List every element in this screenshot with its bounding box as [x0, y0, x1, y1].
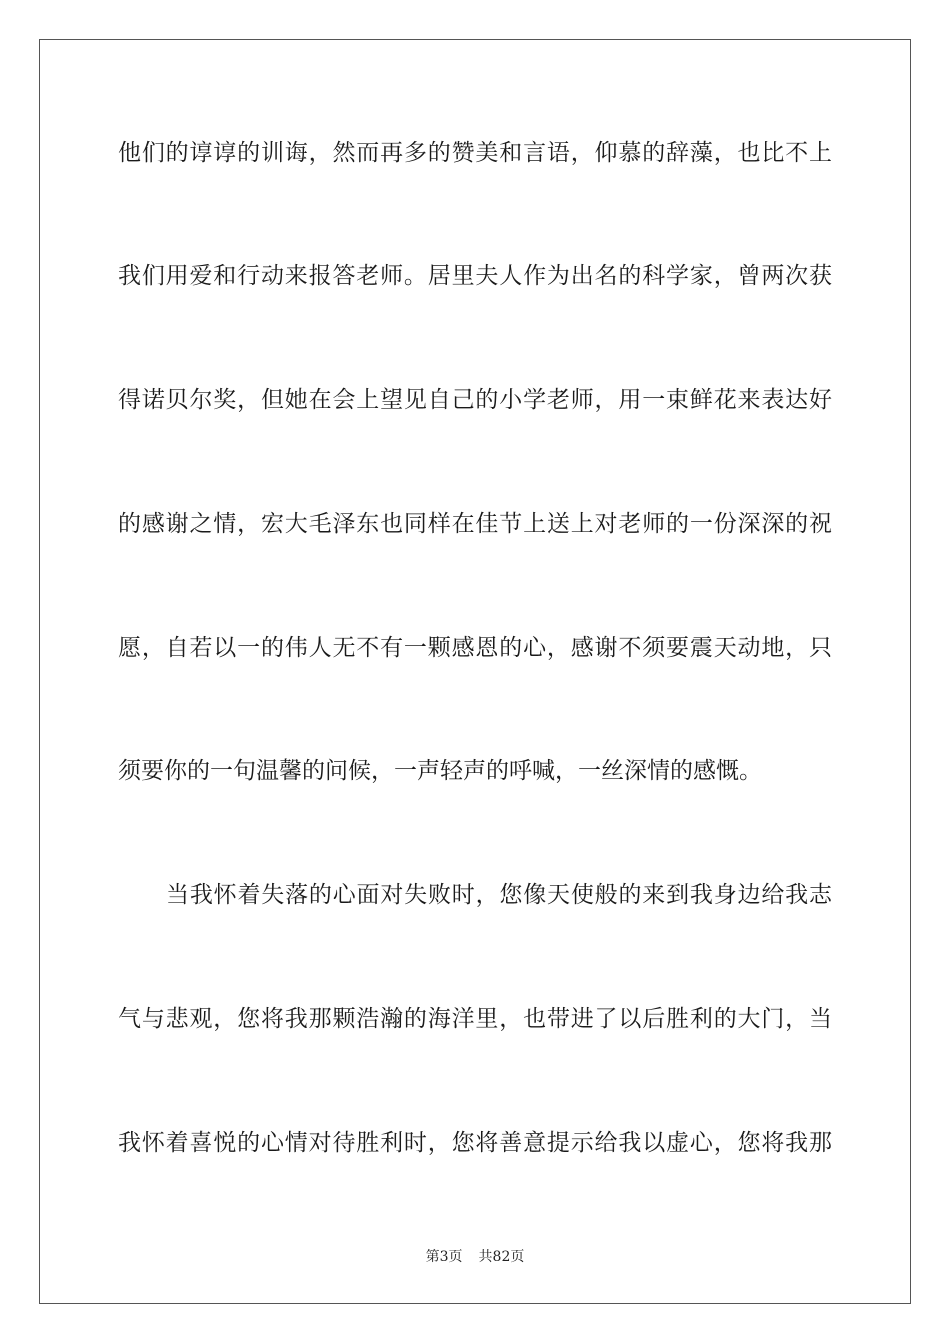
paragraph-line-5: 愿，自若以一的伟人无不有一颗感恩的心，感谢不须要震天动地，只	[118, 635, 832, 661]
paragraph-line-4: 的感谢之情，宏大毛泽东也同样在佳节上送上对老师的一份深深的祝	[118, 511, 832, 537]
paragraph-line-3: 得诺贝尔奖，但她在会上望见自己的小学老师，用一束鲜花来表达好	[118, 387, 832, 413]
paragraph-line-9: 我怀着喜悦的心情对待胜利时，您将善意提示给我以虚心，您将我那	[118, 1130, 832, 1156]
page-footer	[0, 1248, 950, 1266]
paragraph-line-8: 气与悲观，您将我那颗浩瀚的海洋里，也带进了以后胜利的大门，当	[118, 1006, 832, 1032]
page-number: 第3页	[425, 1249, 463, 1265]
page-border	[39, 39, 911, 1304]
paragraph-line-7: 当我怀着失落的心面对失败时，您像天使般的来到我身边给我志	[166, 882, 832, 908]
paragraph-line-6: 须要你的一句温馨的问候，一声轻声的呼喊，一丝深情的感慨。	[118, 758, 762, 784]
paragraph-line-1: 他们的谆谆的训诲，然而再多的赞美和言语，仰慕的辞藻，也比不上	[118, 140, 832, 166]
page-total: 共82页	[478, 1249, 525, 1265]
paragraph-line-2: 我们用爱和行动来报答老师。居里夫人作为出名的科学家，曾两次获	[118, 263, 832, 289]
